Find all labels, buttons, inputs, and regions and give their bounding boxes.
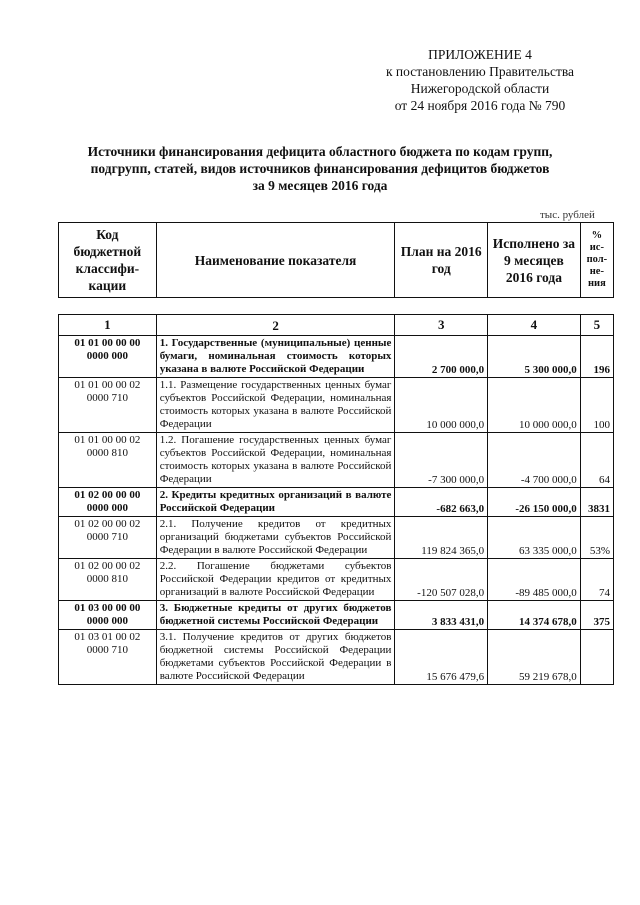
cell-done: 5 300 000,0 <box>488 336 581 378</box>
table-row <box>59 336 614 378</box>
cell-name: 1. Государственные (муниципальные) ценные бумаги, номинальная стоимость которых указана в валюте Российской Федерации <box>156 336 395 378</box>
cell-percent: 3831 <box>580 488 613 517</box>
header-table <box>58 222 614 298</box>
cell-name: 3. Бюджетные кредиты от других бюджетов бюджетной системы Российской Федерации <box>156 601 395 630</box>
table-row <box>59 559 614 601</box>
column-number: 1 <box>59 315 157 336</box>
cell-plan: 119 824 365,0 <box>395 517 488 559</box>
cell-code: 01 02 00 00 00 0000 000 <box>59 488 157 517</box>
cell-code: 01 01 00 00 02 0000 710 <box>59 378 157 433</box>
cell-done: 10 000 000,0 <box>488 378 581 433</box>
appendix-reference: к постановлению Правительства <box>385 64 575 79</box>
cell-done: -89 485 000,0 <box>488 559 581 601</box>
column-number: 4 <box>488 315 581 336</box>
table-body <box>59 336 614 685</box>
cell-name: 1.1. Размещение государственных ценных бумаг субъектов Российской Федерации, номинальная стоимость которых указана в валюте Российской Федерации <box>156 378 395 433</box>
cell-plan: 2 700 000,0 <box>395 336 488 378</box>
cell-code: 01 01 00 00 02 0000 810 <box>59 433 157 488</box>
header-done: Исполнено за 9 месяцев 2016 года <box>488 223 581 298</box>
cell-done: -4 700 000,0 <box>488 433 581 488</box>
cell-plan: 15 676 479,6 <box>395 630 488 685</box>
cell-plan: -120 507 028,0 <box>395 559 488 601</box>
table-row <box>59 488 614 517</box>
cell-code: 01 03 01 00 02 0000 710 <box>59 630 157 685</box>
cell-plan: 3 833 431,0 <box>395 601 488 630</box>
cell-plan: -7 300 000,0 <box>395 433 488 488</box>
column-number: 5 <box>580 315 613 336</box>
cell-code: 01 01 00 00 00 0000 000 <box>59 336 157 378</box>
header-plan: План на 2016 год <box>395 223 488 298</box>
table-row <box>59 433 614 488</box>
cell-plan: -682 663,0 <box>395 488 488 517</box>
cell-code: 01 02 00 00 02 0000 810 <box>59 559 157 601</box>
column-number: 2 <box>156 315 395 336</box>
cell-name: 3.1. Получение кредитов от других бюджетов бюджетной системы Российской Федерации бюджетами субъектов Российской Федерации в валюте Российской Федерации <box>156 630 395 685</box>
appendix-block <box>330 46 630 114</box>
table-row <box>59 630 614 685</box>
cell-plan: 10 000 000,0 <box>395 378 488 433</box>
cell-name: 2. Кредиты кредитных организаций в валюте Российской Федерации <box>156 488 395 517</box>
appendix-date: от 24 ноября 2016 года № 790 <box>394 98 566 113</box>
header-name: Наименование показателя <box>156 223 395 298</box>
cell-percent: 100 <box>580 378 613 433</box>
cell-percent: 375 <box>580 601 613 630</box>
column-numbers-row <box>59 315 614 336</box>
cell-name: 1.2. Погашение государственных ценных бумаг субъектов Российской Федерации, номинальная стоимость которых указана в валюте Российской Федерации <box>156 433 395 488</box>
cell-percent: 196 <box>580 336 613 378</box>
header-percent: % ис-пол-не-ния <box>580 223 613 298</box>
column-number: 3 <box>395 315 488 336</box>
header-code: Код бюджетной классифи-кации <box>59 223 157 298</box>
appendix-region: Нижегородской области <box>410 81 550 96</box>
title-line-2: подгрупп, статей, видов источников финансирования дефицитов бюджетов <box>90 161 550 176</box>
table-row <box>59 517 614 559</box>
cell-name: 2.2. Погашение бюджетами субъектов Российской Федерации кредитов от кредитных организаций в валюте Российской Федерации <box>156 559 395 601</box>
cell-percent: 64 <box>580 433 613 488</box>
cell-percent <box>580 630 613 685</box>
document-title <box>60 143 580 194</box>
cell-done: 63 335 000,0 <box>488 517 581 559</box>
cell-percent: 74 <box>580 559 613 601</box>
cell-done: 59 219 678,0 <box>488 630 581 685</box>
title-line-3: за 9 месяцев 2016 года <box>252 178 388 193</box>
cell-percent: 53% <box>580 517 613 559</box>
cell-name: 2.1. Получение кредитов от кредитных организаций бюджетами субъектов Российской Федерации в валюте Российской Федерации <box>156 517 395 559</box>
table-row <box>59 378 614 433</box>
cell-code: 01 02 00 00 02 0000 710 <box>59 517 157 559</box>
title-line-1: Источники финансирования дефицита областного бюджета по кодам групп, <box>87 144 553 159</box>
cell-code: 01 03 00 00 00 0000 000 <box>59 601 157 630</box>
units-label: тыс. рублей <box>540 209 595 221</box>
cell-done: 14 374 678,0 <box>488 601 581 630</box>
cell-done: -26 150 000,0 <box>488 488 581 517</box>
appendix-number: ПРИЛОЖЕНИЕ 4 <box>428 47 532 62</box>
data-table <box>58 314 614 685</box>
table-row <box>59 601 614 630</box>
